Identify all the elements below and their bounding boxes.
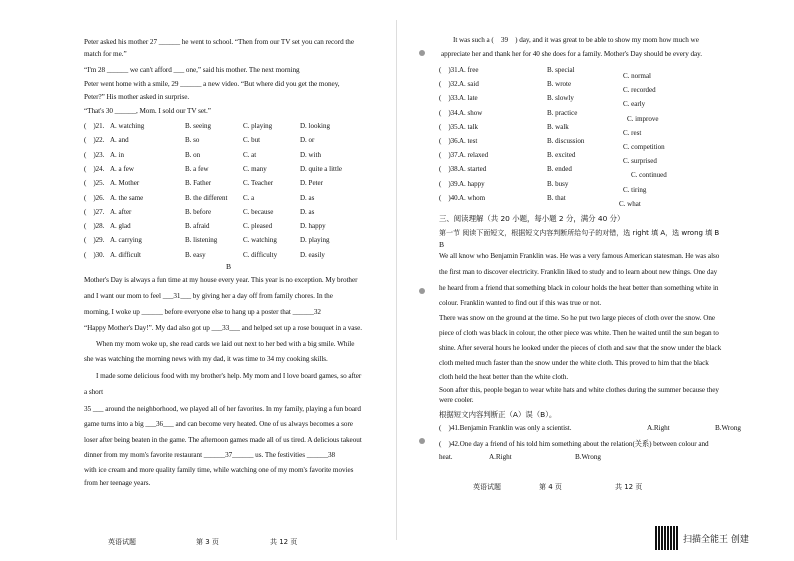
- option-a: A. difficult: [110, 250, 141, 259]
- question-number: ( )26.: [84, 193, 105, 202]
- option-a: A. free: [459, 66, 479, 74]
- option-a: A. test: [459, 137, 478, 145]
- binding-hole: [419, 50, 425, 56]
- section-title: 三、阅读理解（共 20 小题，每小题 2 分，满分 40 分）: [439, 214, 625, 223]
- question-number: ( )32.: [439, 80, 460, 89]
- section-b-label: B: [226, 262, 232, 271]
- passage-line: she was watching the morning news with my dad, it was time to 34 my cooking skills.: [84, 355, 328, 363]
- passage-line: from her teenage years.: [84, 479, 151, 487]
- question-number: ( )27.: [84, 207, 105, 216]
- question-number: ( )24.: [84, 164, 105, 173]
- question-number: ( )23.: [84, 150, 105, 159]
- option-a: A. whom: [459, 193, 486, 202]
- scanner-watermark: 扫描全能王 创建: [683, 535, 749, 545]
- option-a: A. glad: [110, 222, 131, 231]
- option-a: A. relaxed: [459, 151, 489, 160]
- option-b: B. discussion: [547, 137, 585, 145]
- section-instruction: 第一节 阅读下面短文，根据短文内容判断所给句子的对错，选 right 填 A，选 wrong 填 B: [439, 229, 720, 237]
- question-number: ( )31.: [439, 66, 460, 74]
- passage-line: with ice cream and more quality family time, while watching one of my mom's favorite movies: [84, 466, 354, 474]
- option-b: B. busy: [547, 179, 569, 188]
- option-b: B. special: [547, 66, 575, 74]
- footer-total: 共 12 页: [615, 483, 643, 491]
- passage-line: cloth held the heat better than the white cloth.: [439, 373, 569, 381]
- right-page: [397, 0, 794, 561]
- footer-page: 第 3 页: [196, 538, 219, 546]
- qr-code-icon: [655, 526, 679, 550]
- option-c: C. early: [623, 100, 646, 109]
- option-c: C. difficulty: [243, 250, 278, 259]
- question-number: ( )39.: [439, 179, 460, 188]
- option-d: D. looking: [300, 122, 330, 130]
- passage-line: There was snow on the ground at the time. So he put two large pieces of cloth over the snow. One: [439, 314, 716, 322]
- option-b: B. before: [185, 207, 212, 216]
- passage-line: We all know who Benjamin Franklin was. He was a very famous American statesman. He was also: [439, 252, 720, 260]
- passage-line: “That's 30 ______, Mom. I sold our TV set.”: [84, 107, 211, 115]
- q42-option-a: A.Right: [489, 453, 512, 461]
- q41-option-a: A.Right: [647, 424, 670, 432]
- option-c: C. rest: [623, 128, 642, 137]
- option-b: B. the different: [185, 193, 228, 202]
- question-number: ( )37.: [439, 151, 460, 160]
- passage-line: I made some delicious food with my brother's help. My mom and I love board games, so after: [96, 372, 362, 380]
- option-c: C. a: [243, 193, 255, 202]
- option-d: D. playing: [300, 236, 330, 245]
- option-c: C. improve: [627, 114, 659, 123]
- passage-line: cloth melted much faster than the snow under the white cloth. This proved to him that the black: [439, 359, 709, 367]
- q42-option-b: B.Wrong: [575, 453, 601, 461]
- footer-total: 共 12 页: [270, 538, 298, 546]
- option-d: D. or: [300, 136, 315, 145]
- passage-line: the first man to discover electricity. Franklin liked to study and to learn about new things. One day: [439, 268, 718, 276]
- option-b: B. practice: [547, 108, 578, 117]
- question-number: ( )33.: [439, 94, 460, 103]
- passage-line: appreciate her and thank her for 40 she does for a family. Mother's Day should be every day.: [441, 50, 703, 58]
- option-d: D. with: [300, 150, 321, 159]
- option-c: C. tiring: [623, 185, 647, 194]
- option-a: A. said: [459, 80, 479, 89]
- judge-title: 根据短文内容判断正（A）误（B）。: [439, 410, 557, 419]
- option-c: C. competition: [623, 143, 665, 151]
- passage-line: It was such a ( 39 ) day, and it was great to be able to show my mom how much we: [453, 36, 699, 44]
- option-a: A. late: [459, 94, 478, 103]
- option-b: B. on: [185, 150, 201, 159]
- binding-hole: [419, 288, 425, 294]
- option-a: A. show: [459, 108, 483, 117]
- question-42-line2: heat.: [439, 453, 453, 461]
- option-b: B. excited: [547, 151, 576, 160]
- option-a: A. carrying: [110, 236, 142, 245]
- option-b: B. seeing: [185, 122, 212, 130]
- passage-line: “I'm 28 ______ we can't afford ___ one,” said his mother. The next morning: [84, 66, 300, 74]
- question-number: ( )28.: [84, 222, 105, 231]
- option-c: C. what: [619, 199, 641, 208]
- footer-title: 英语试题: [473, 483, 501, 491]
- option-d: D. Peter: [300, 179, 323, 188]
- option-c: C. at: [243, 150, 257, 159]
- q41-option-b: B.Wrong: [715, 424, 741, 432]
- option-b: B. a few: [185, 164, 209, 173]
- passage-line: dinner from my mom's favorite restaurant ______37______ us. The festivities ______38: [84, 451, 336, 459]
- option-c: C. surprised: [623, 157, 657, 166]
- passage-line: a short: [84, 388, 104, 396]
- option-c: C. because: [243, 207, 274, 216]
- passage-line: he heard from a friend that something black in colour holds the heat better than something white in: [439, 284, 719, 292]
- footer-title: 英语试题: [108, 538, 136, 546]
- question-42-line1: ( )42.One day a friend of his told him something about the relation(关系) between colour and: [439, 440, 709, 448]
- passage-line: 35 ___ around the neighborhood, we played all of her favorites. In my family, playing a fun board: [84, 405, 361, 413]
- option-a: A. in: [110, 150, 124, 159]
- question-41: ( )41.Benjamin Franklin was only a scientist.: [439, 424, 572, 432]
- option-c: C. watching: [243, 236, 277, 245]
- passage-line: colour. Franklin wanted to find out if this was true or not.: [439, 299, 602, 307]
- option-b: B. listening: [185, 236, 218, 245]
- passage-line: loser after being beaten in the game. The afternoon games made all of us tired. A delicious takeout: [84, 436, 362, 444]
- question-number: ( )38.: [439, 165, 460, 174]
- option-b: B. ended: [547, 165, 572, 174]
- passage-line: shine. After several hours he looked under the pieces of cloth and saw that the snow under the black: [439, 344, 722, 352]
- option-b: B. easy: [185, 250, 206, 259]
- option-a: A. Mother: [110, 179, 140, 188]
- option-c: C. pleased: [243, 222, 273, 231]
- option-c: C. but: [243, 136, 261, 145]
- option-a: A. talk: [459, 122, 479, 131]
- passage-line: When my mom woke up, she read cards we laid out next to her bed with a big smile. While: [96, 340, 355, 348]
- option-b: B. so: [185, 136, 200, 145]
- option-a: A. watching: [110, 122, 145, 130]
- passage-line: and I want our mom to feel ___31___ by giving her a day off from family chores. In the: [84, 292, 333, 300]
- option-c: C. continued: [631, 171, 667, 180]
- option-c: C. Teacher: [243, 179, 274, 188]
- passage-line: game turns into a big ___36___ and can become very heated. One of us always becomes a sore: [84, 420, 353, 428]
- option-a: A. happy: [459, 179, 485, 188]
- passage-line: morning, I woke up ______ before everyone else to hang up a poster that ______32: [84, 308, 321, 316]
- option-b: B. afraid: [185, 222, 210, 231]
- question-number: ( )40.: [439, 193, 460, 202]
- question-number: ( )25.: [84, 179, 105, 188]
- option-b: B. Father: [185, 179, 212, 188]
- question-number: ( )21.: [84, 122, 105, 130]
- question-number: ( )22.: [84, 136, 105, 145]
- question-number: ( )36.: [439, 137, 460, 145]
- passage-line: “Happy Mother's Day!”. My dad also got up ___33___ and helped set up a rose bouquet in a vase.: [84, 324, 363, 332]
- passage-line: Mother's Day is always a fun time at my house every year. This year is no exception. My brother: [84, 276, 358, 284]
- option-b: B. wrote: [547, 80, 572, 89]
- passage-line: Peter asked his mother 27 ______ he went to school. “Then from our TV set you can record the: [84, 38, 354, 46]
- option-b: B. that: [547, 193, 566, 202]
- option-c: C. many: [243, 164, 267, 173]
- option-c: C. playing: [243, 122, 273, 130]
- option-a: A. started: [459, 165, 487, 174]
- question-number: ( )35.: [439, 122, 460, 131]
- option-a: A. the same: [110, 193, 144, 202]
- passage-line: Soon after this, people began to wear white hats and white clothes during the summer because they: [439, 386, 719, 394]
- option-b: B. walk: [547, 122, 569, 131]
- option-d: D. happy: [300, 222, 326, 231]
- question-number: ( )29.: [84, 236, 105, 245]
- option-a: A. a few: [110, 164, 134, 173]
- option-a: A. and: [110, 136, 129, 145]
- footer-page: 第 4 页: [539, 483, 562, 491]
- option-b: B. slowly: [547, 94, 574, 103]
- option-d: D. as: [300, 193, 315, 202]
- option-d: D. easily: [300, 250, 325, 259]
- option-c: C. normal: [623, 72, 651, 80]
- question-number: ( )34.: [439, 108, 460, 117]
- passage-line: match for me.”: [84, 50, 127, 58]
- option-d: D. quite a little: [300, 164, 342, 173]
- option-c: C. recorded: [623, 86, 656, 95]
- passage-line: were cooler.: [439, 396, 474, 404]
- question-number: ( )30.: [84, 250, 105, 259]
- passage-line: Peter?” His mother asked in surprise.: [84, 93, 190, 101]
- answer-b-label: B: [439, 240, 445, 249]
- option-a: A. after: [110, 207, 132, 216]
- passage-line: piece of cloth was black in colour, the other piece was white. Then he waited until the sun began to: [439, 329, 719, 337]
- binding-hole: [419, 438, 425, 444]
- option-d: D. as: [300, 207, 315, 216]
- passage-line: Peter went home with a smile, 29 ______ a new video. “But where did you get the money,: [84, 80, 340, 88]
